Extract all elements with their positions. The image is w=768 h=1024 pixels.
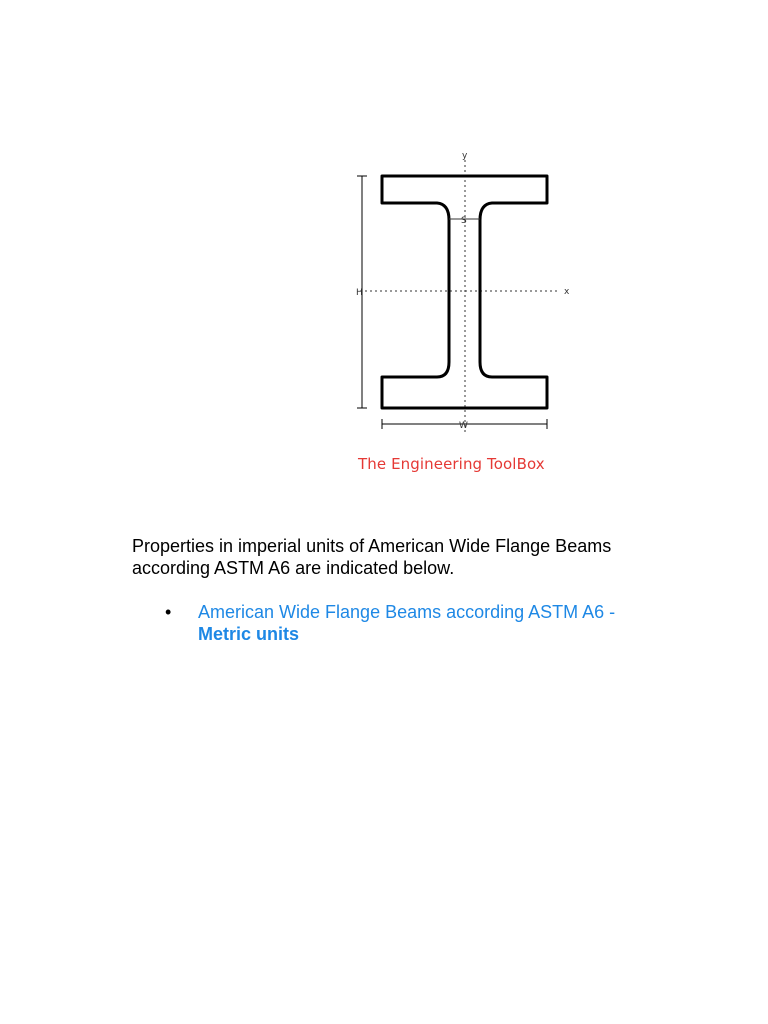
bullet-icon: • bbox=[165, 602, 172, 622]
list-item bbox=[132, 601, 652, 645]
link-text: American Wide Flange Beams according ASTM A6 - bbox=[198, 602, 616, 622]
related-links-list bbox=[132, 601, 652, 645]
width-label: W bbox=[459, 421, 468, 431]
y-axis-label: y bbox=[462, 151, 468, 161]
web-thickness-label: S bbox=[461, 216, 467, 226]
link-strong-text: Metric units bbox=[198, 624, 300, 644]
intro-paragraph: Properties in imperial units of American Wide Flange Beams according ASTM A6 are indicated below. bbox=[132, 536, 612, 578]
x-axis-label: x bbox=[564, 287, 570, 297]
metric-units-link[interactable] bbox=[198, 602, 615, 644]
beam-cross-section-svg bbox=[340, 140, 590, 440]
height-label: H bbox=[356, 288, 363, 298]
wide-flange-beam-diagram bbox=[340, 140, 590, 440]
engineering-toolbox-watermark: The Engineering ToolBox bbox=[358, 455, 545, 473]
